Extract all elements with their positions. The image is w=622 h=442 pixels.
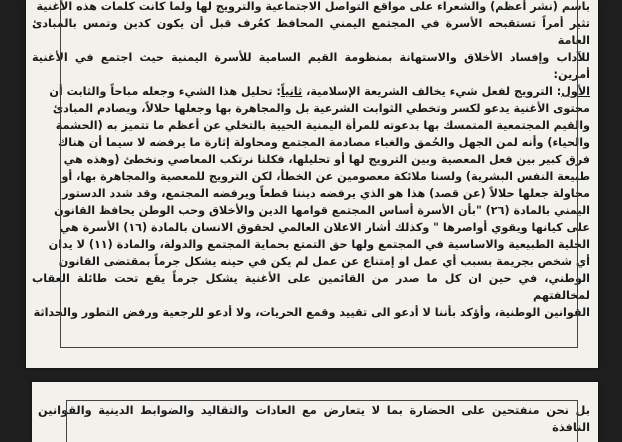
text-line: والحياء) وأنه لمن الجهل والحُمق والغباء مصادمة المجتمع ومحاولة إثارة ما يرفضه لا سيما أن هناك (58, 136, 590, 149)
text-line: على كيانها ويقوي أواصرها " وكذلك أشار الاعلان العالمي لحقوق الانسان بالمادة (١٦) الأسرة هي (59, 221, 590, 234)
page-border-frame (60, 0, 578, 348)
text-line: فرق كبير بين فعل المعصية وبين الترويج لها أو تحليلها، فكلنا نرتكب المعاصي ونخطئ (وهذه هي (63, 153, 590, 166)
text-line: والقيم المجتمعية المتمسك بها بدعوته للمرأة اليمنية الحيية بالتخلي عن أعظم ما تتميز به (الحشمة (55, 119, 590, 132)
text-line: الوطني، في حين ان كل ما صدر من القائمين على الأغنية يشكل جرماً يقع تحت طائلة العقاب لمخالفتهم (32, 272, 590, 302)
text-line: الخلية الطبيعية والاساسية في المجتمع ولها حق التمتع بحماية المجتمع والدولة، والمادة (١١) لا يدان (48, 238, 590, 251)
text-line: طبيعة النفس البشرية) ولسنا ملائكة معصومين عن الخطأ، لكن الترويج للمعصية والمجاهرة بها، أو (61, 170, 590, 183)
point-second-text: : تحليل هذا الشيء وجعله مباحاً والثابت أن (49, 85, 281, 98)
text-line: محاولة جعلها حلالاً (عن قصد) هذا هو الذي يرفضه ديننا قطعاً ويرفضه المجتمع، وقد شدد الدستور (62, 187, 590, 200)
text-line: اليمني بالمادة (٢٦) "بأن الأسرة أساس المجتمع قوامها الدين والأخلاق وحب الوطن يحافظ القانون (54, 204, 590, 217)
text-line: باسم (نشر أعظم) والشعراء على مواقع التواصل الاجتماعية والترويج لها ولما كانت كلمات هذه الأغنية (36, 0, 590, 13)
document-page-bottom (32, 382, 598, 442)
point-first-label: الأول (561, 85, 590, 98)
text-line: للآداب وإفساد الأخلاق والاستهانة بمنظومة القيم السامية للأسرة اليمنية حيث اجتمع في الأغنية أمرين: (32, 51, 590, 81)
point-second-label: ثانياً (280, 85, 303, 98)
text-line: أي شخص بجريمة بسبب أي عمل او إمتناع عن عمل لم يكن في حينه يشكل جرماً بمقتضى القانون (58, 255, 590, 268)
text-line: بل نحن منفتحين على الحضارة بما لا يتعارض مع العادات والتقاليد والضوابط الدينية والقوانين النافذة (38, 403, 590, 434)
text-line: القوانين الوطنية، وأؤكد بأننا لا أدعو الى تقييد وقمع الحريات، ولا أدعو للرجعية ورفض التطور والحداثة (33, 306, 590, 319)
text-line: تثير أمراً تستقبحه الأسرة في المجتمع اليمني المحافظ كعُرف قبل أن يكون كدين وتمس بالمبادئ العامة (32, 17, 590, 47)
point-first-text: : الترويج لفعل شيء يخالف الشريعة الإسلامية، (306, 85, 562, 98)
text-line: محتوى الأغنية يدعو لكسر وتخطي الثوابت الشرعية بل والمجاهرة بها وجعلها حلالاً، ويصادم المبادئ (52, 102, 590, 115)
page-border-frame (66, 400, 578, 442)
document-page-top (26, 0, 598, 368)
